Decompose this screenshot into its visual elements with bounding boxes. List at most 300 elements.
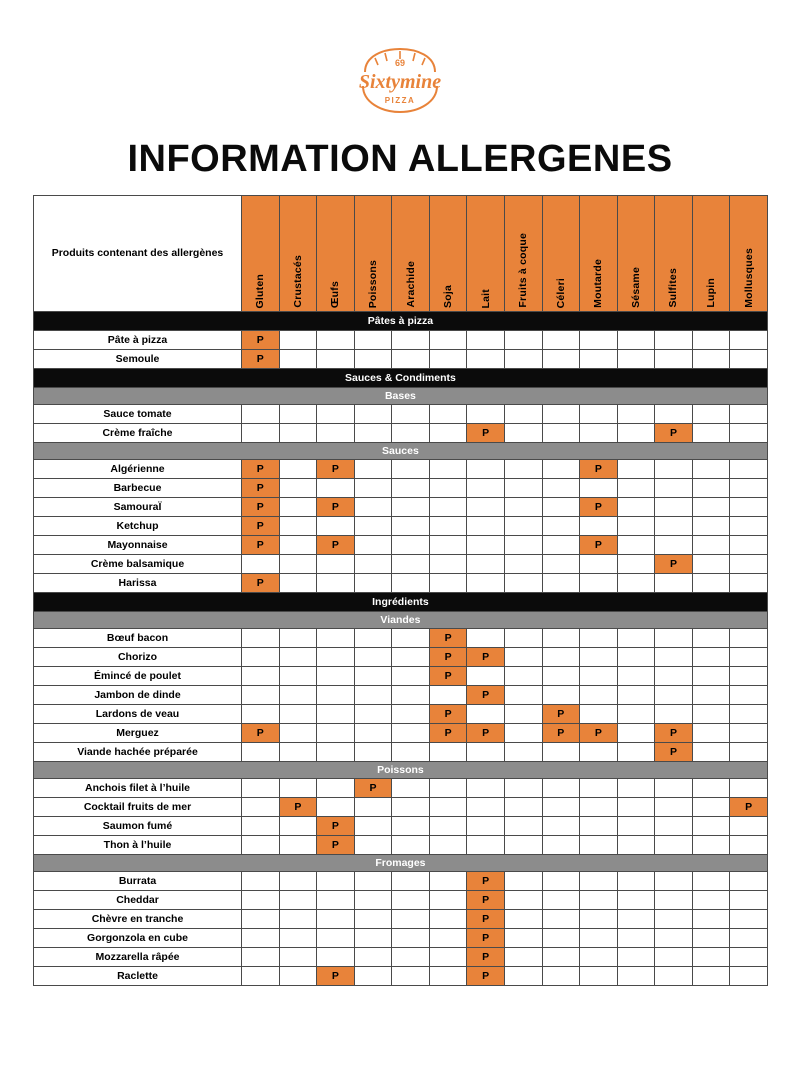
allergen-empty-cell [730,817,768,836]
allergen-empty-cell [542,331,580,350]
allergen-mark-cell: P [317,460,355,479]
allergen-empty-cell [692,743,730,762]
header-row [34,196,768,312]
allergen-empty-cell [504,948,542,967]
logo-sub-text: PIZZA [384,96,416,105]
allergen-empty-cell [542,836,580,855]
allergen-empty-cell [655,517,693,536]
allergen-empty-cell [504,479,542,498]
allergen-empty-cell [730,705,768,724]
allergen-empty-cell [317,555,355,574]
allergen-empty-cell [617,536,655,555]
allergen-empty-cell [617,331,655,350]
allergen-header-13 [692,196,730,312]
allergen-empty-cell [392,331,430,350]
allergen-empty-cell [692,574,730,593]
allergen-empty-cell [279,424,317,443]
allergen-empty-cell [542,648,580,667]
allergen-empty-cell [392,517,430,536]
allergen-empty-cell [279,705,317,724]
allergen-mark-cell: P [467,724,505,743]
allergen-empty-cell [542,872,580,891]
allergen-empty-cell [692,424,730,443]
allergen-empty-cell [279,948,317,967]
allergen-empty-cell [467,574,505,593]
section-row [34,388,768,405]
allergen-empty-cell [242,798,280,817]
allergen-empty-cell [617,872,655,891]
allergen-empty-cell [504,405,542,424]
allergen-empty-cell [504,891,542,910]
allergen-empty-cell [617,705,655,724]
allergen-mark-cell: P [317,836,355,855]
allergen-empty-cell [317,948,355,967]
allergen-empty-cell [730,424,768,443]
allergen-empty-cell [392,929,430,948]
allergen-empty-cell [504,536,542,555]
table-row [34,460,768,479]
allergen-empty-cell [730,779,768,798]
allergen-mark-cell: P [580,498,618,517]
allergen-empty-cell [692,498,730,517]
allergen-empty-cell [730,667,768,686]
product-name: Harissa [34,574,242,593]
allergen-empty-cell [429,967,467,986]
allergen-empty-cell [692,536,730,555]
table-row [34,350,768,369]
allergen-empty-cell [279,629,317,648]
allergen-empty-cell [354,498,392,517]
allergen-empty-cell [429,948,467,967]
allergen-mark-cell: P [655,555,693,574]
allergen-empty-cell [429,498,467,517]
allergen-empty-cell [692,705,730,724]
allergen-empty-cell [692,405,730,424]
allergen-empty-cell [730,479,768,498]
allergen-empty-cell [580,517,618,536]
allergen-mark-cell: P [655,424,693,443]
allergen-empty-cell [617,836,655,855]
allergen-empty-cell [429,872,467,891]
allergen-empty-cell [580,705,618,724]
allergen-mark-cell: P [467,648,505,667]
allergen-empty-cell [655,948,693,967]
allergen-empty-cell [504,498,542,517]
allergen-empty-cell [279,779,317,798]
allergen-empty-cell [730,648,768,667]
allergen-empty-cell [504,350,542,369]
allergen-mark-cell: P [655,724,693,743]
allergen-empty-cell [392,724,430,743]
allergen-empty-cell [279,667,317,686]
allergen-empty-cell [317,331,355,350]
allergen-header-4 [354,196,392,312]
allergen-empty-cell [542,498,580,517]
allergen-empty-cell [692,891,730,910]
allergen-empty-cell [467,350,505,369]
allergen-empty-cell [392,686,430,705]
allergen-empty-cell [429,836,467,855]
allergen-empty-cell [617,460,655,479]
allergen-empty-cell [317,910,355,929]
allergen-empty-cell [692,629,730,648]
allergen-empty-cell [655,836,693,855]
allergen-empty-cell [655,648,693,667]
allergen-empty-cell [542,910,580,929]
allergen-empty-cell [429,817,467,836]
allergen-empty-cell [279,574,317,593]
allergen-empty-cell [580,967,618,986]
allergen-mark-cell: P [317,817,355,836]
allergen-empty-cell [504,424,542,443]
allergen-empty-cell [504,555,542,574]
allergen-empty-cell [429,686,467,705]
allergen-empty-cell [504,574,542,593]
allergen-empty-cell [692,724,730,743]
allergen-empty-cell [692,817,730,836]
allergen-empty-cell [655,798,693,817]
allergen-header-label: Sulfites [667,268,680,308]
table-head [34,196,768,312]
allergen-empty-cell [655,910,693,929]
allergen-empty-cell [354,798,392,817]
allergen-header-label: Moutarde [592,259,605,308]
allergen-empty-cell [730,498,768,517]
allergen-empty-cell [580,479,618,498]
table-row [34,555,768,574]
allergen-empty-cell [580,405,618,424]
allergen-mark-cell: P [467,929,505,948]
allergen-empty-cell [692,910,730,929]
allergen-empty-cell [504,517,542,536]
allergen-empty-cell [504,460,542,479]
allergen-mark-cell: P [542,705,580,724]
allergen-empty-cell [279,929,317,948]
allergen-empty-cell [429,779,467,798]
logo-graphic [345,42,455,120]
allergen-empty-cell [655,498,693,517]
table-row [34,629,768,648]
product-name: Viande hachée préparée [34,743,242,762]
product-name: Pâte à pizza [34,331,242,350]
allergen-empty-cell [655,479,693,498]
allergen-empty-cell [655,929,693,948]
table-row [34,405,768,424]
allergen-empty-cell [392,405,430,424]
table-row [34,836,768,855]
allergen-empty-cell [354,555,392,574]
section-label: Poissons [34,762,768,779]
allergen-empty-cell [429,743,467,762]
allergen-empty-cell [730,460,768,479]
product-name: Semoule [34,350,242,369]
allergen-empty-cell [580,648,618,667]
allergen-empty-cell [542,891,580,910]
allergen-empty-cell [317,424,355,443]
allergen-empty-cell [580,331,618,350]
allergen-empty-cell [429,536,467,555]
allergen-mark-cell: P [655,743,693,762]
allergen-empty-cell [467,517,505,536]
allergen-header-label: Sésame [629,267,642,308]
allergen-empty-cell [242,667,280,686]
allergen-empty-cell [542,460,580,479]
section-label: Pâtes à pizza [34,312,768,331]
table-row [34,891,768,910]
product-name: Saumon fumé [34,817,242,836]
allergen-empty-cell [692,836,730,855]
product-name: Crème balsamique [34,555,242,574]
allergen-empty-cell [467,779,505,798]
section-row [34,369,768,388]
allergen-empty-cell [242,648,280,667]
allergen-empty-cell [467,536,505,555]
allergen-empty-cell [504,629,542,648]
allergen-mark-cell: P [317,967,355,986]
allergen-empty-cell [730,686,768,705]
allergen-empty-cell [504,331,542,350]
allergen-empty-cell [504,872,542,891]
allergen-empty-cell [279,331,317,350]
allergen-empty-cell [580,686,618,705]
allergen-empty-cell [429,405,467,424]
allergen-header-3 [317,196,355,312]
allergen-empty-cell [279,891,317,910]
allergen-empty-cell [429,555,467,574]
allergen-empty-cell [617,574,655,593]
section-label: Bases [34,388,768,405]
allergen-empty-cell [730,743,768,762]
allergen-empty-cell [580,424,618,443]
allergen-empty-cell [354,891,392,910]
allergen-empty-cell [429,910,467,929]
allergen-empty-cell [354,686,392,705]
allergen-empty-cell [730,836,768,855]
allergen-empty-cell [392,498,430,517]
allergen-empty-cell [279,817,317,836]
product-name: Bœuf bacon [34,629,242,648]
allergen-empty-cell [392,948,430,967]
allergen-empty-cell [542,743,580,762]
allergen-empty-cell [429,929,467,948]
allergen-header-label: Lupin [705,278,718,308]
allergen-empty-cell [504,724,542,743]
allergen-empty-cell [392,705,430,724]
allergen-empty-cell [467,705,505,724]
allergen-empty-cell [242,405,280,424]
allergen-empty-cell [279,686,317,705]
allergen-empty-cell [317,929,355,948]
allergen-empty-cell [580,574,618,593]
allergen-empty-cell [354,424,392,443]
allergen-empty-cell [392,779,430,798]
section-label: Fromages [34,855,768,872]
product-name: Sauce tomate [34,405,242,424]
allergen-empty-cell [692,686,730,705]
allergen-empty-cell [392,629,430,648]
allergen-empty-cell [617,743,655,762]
allergen-empty-cell [354,648,392,667]
allergen-mark-cell: P [317,536,355,555]
allergen-empty-cell [317,686,355,705]
allergen-empty-cell [354,967,392,986]
logo-number: 69 [394,58,406,68]
allergen-empty-cell [242,817,280,836]
allergen-empty-cell [242,555,280,574]
allergen-empty-cell [317,724,355,743]
allergen-empty-cell [655,705,693,724]
allergen-header-label: Fruits à coque [517,233,530,308]
allergen-empty-cell [504,836,542,855]
allergen-header-label: Crustacés [291,255,304,308]
allergen-empty-cell [504,910,542,929]
allergen-empty-cell [617,498,655,517]
allergen-header-label: Gluten [254,273,267,308]
allergen-empty-cell [317,891,355,910]
allergen-empty-cell [655,536,693,555]
allergen-empty-cell [730,536,768,555]
allergen-empty-cell [730,574,768,593]
allergen-empty-cell [617,891,655,910]
allergen-mark-cell: P [242,350,280,369]
allergen-empty-cell [692,479,730,498]
allergen-mark-cell: P [242,536,280,555]
allergen-mark-cell: P [242,331,280,350]
allergen-empty-cell [279,405,317,424]
allergen-empty-cell [692,798,730,817]
allergen-empty-cell [429,424,467,443]
allergen-empty-cell [542,574,580,593]
product-name: SamouraÏ [34,498,242,517]
allergen-empty-cell [242,779,280,798]
allergen-empty-cell [504,705,542,724]
allergen-empty-cell [730,929,768,948]
allergen-empty-cell [692,555,730,574]
allergen-mark-cell: P [242,498,280,517]
allergen-empty-cell [655,405,693,424]
allergen-empty-cell [392,743,430,762]
logo-block [0,0,800,120]
product-name: Émincé de poulet [34,667,242,686]
allergen-empty-cell [580,350,618,369]
allergen-empty-cell [242,967,280,986]
allergen-empty-cell [542,536,580,555]
allergen-header-label: Poissons [366,259,379,308]
allergen-empty-cell [392,667,430,686]
allergen-empty-cell [617,667,655,686]
allergen-empty-cell [279,517,317,536]
allergen-empty-cell [354,948,392,967]
allergen-header-11 [617,196,655,312]
allergen-mark-cell: P [429,705,467,724]
allergen-empty-cell [730,891,768,910]
allergen-header-8 [504,196,542,312]
allergen-empty-cell [392,836,430,855]
allergen-empty-cell [730,724,768,743]
table-row [34,517,768,536]
allergen-empty-cell [655,574,693,593]
allergen-empty-cell [692,648,730,667]
allergen-empty-cell [467,836,505,855]
table-row [34,779,768,798]
allergen-mark-cell: P [542,724,580,743]
allergen-empty-cell [617,817,655,836]
allergen-mark-cell: P [580,460,618,479]
allergen-empty-cell [392,350,430,369]
allergen-mark-cell: P [429,629,467,648]
page-title: INFORMATION ALLERGENES [127,138,673,180]
allergen-empty-cell [580,629,618,648]
product-name: Mozzarella râpée [34,948,242,967]
allergen-mark-cell: P [580,724,618,743]
allergen-empty-cell [617,948,655,967]
allergen-empty-cell [542,555,580,574]
allergen-mark-cell: P [242,479,280,498]
allergen-header-7 [467,196,505,312]
allergen-empty-cell [692,331,730,350]
allergen-empty-cell [429,331,467,350]
allergen-empty-cell [279,555,317,574]
table-row [34,872,768,891]
allergen-header-label: Céleri [554,277,567,308]
allergen-empty-cell [730,910,768,929]
allergen-empty-cell [580,910,618,929]
table-row [34,536,768,555]
allergen-empty-cell [429,891,467,910]
table-row [34,724,768,743]
allergen-empty-cell [655,686,693,705]
allergen-empty-cell [504,648,542,667]
allergen-empty-cell [692,667,730,686]
allergen-empty-cell [317,798,355,817]
allergen-empty-cell [504,798,542,817]
allergen-empty-cell [617,629,655,648]
allergen-table-wrap [0,195,800,986]
allergen-header-label: Œufs [329,280,342,308]
row-header-label: Produits contenant des allergènes [34,196,242,312]
allergen-empty-cell [730,331,768,350]
allergen-empty-cell [692,350,730,369]
allergen-empty-cell [467,817,505,836]
allergen-header-9 [542,196,580,312]
allergen-empty-cell [580,817,618,836]
allergen-empty-cell [354,910,392,929]
product-name: Crème fraîche [34,424,242,443]
allergen-mark-cell: P [242,574,280,593]
allergen-empty-cell [242,872,280,891]
allergen-empty-cell [617,479,655,498]
table-row [34,948,768,967]
product-name: Chèvre en tranche [34,910,242,929]
allergen-empty-cell [504,686,542,705]
table-body [34,312,768,986]
allergen-header-12 [655,196,693,312]
allergen-empty-cell [617,798,655,817]
product-name: Algérienne [34,460,242,479]
allergen-empty-cell [279,498,317,517]
allergen-empty-cell [504,667,542,686]
allergen-empty-cell [242,929,280,948]
allergen-empty-cell [242,424,280,443]
table-row [34,574,768,593]
allergen-empty-cell [392,872,430,891]
allergen-empty-cell [580,836,618,855]
table-row [34,498,768,517]
allergen-empty-cell [692,779,730,798]
allergen-empty-cell [580,779,618,798]
allergen-empty-cell [617,910,655,929]
allergen-empty-cell [617,648,655,667]
